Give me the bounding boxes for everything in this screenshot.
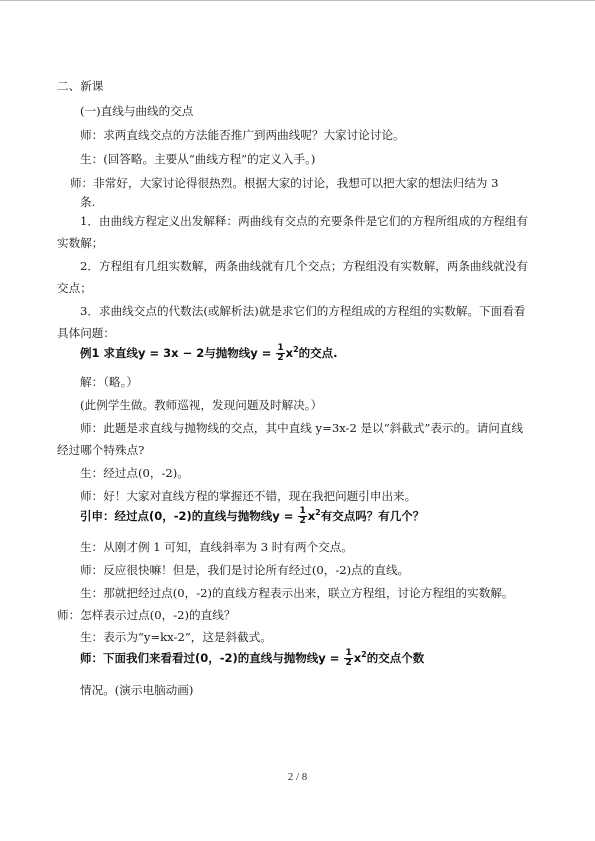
- subsection-heading: (一)直线与曲线的交点: [80, 104, 194, 118]
- paragraph-line: 情况。(演示电脑动画): [80, 683, 194, 697]
- eq-x: x: [353, 651, 362, 665]
- eq-y: y =: [250, 346, 272, 360]
- paragraph-line: 生：经过点(0，-2)。: [80, 466, 189, 480]
- example-1-equation: [80, 343, 338, 363]
- paragraph-line: 生：(回答略。主要从“曲线方程”的定义入手。): [80, 152, 316, 166]
- fraction-one-half: $\frac{1}{2}$: [345, 648, 352, 668]
- eq-line: y = 3x − 2: [138, 346, 205, 360]
- eq-y: y =: [272, 509, 294, 523]
- section-heading: 二、新课: [57, 79, 104, 93]
- extension-question-equation: [80, 506, 424, 526]
- teacher-question-equation: [80, 648, 424, 668]
- paragraph-line: 经过哪个特殊点?: [57, 443, 145, 457]
- eq-exponent: 2: [361, 650, 367, 660]
- eq-exponent: 2: [293, 345, 299, 355]
- paragraph-line: 师：怎样表示过点(0，-2)的直线？: [57, 608, 236, 622]
- eq-text: 有交点吗？有几个？: [320, 509, 425, 523]
- paragraph-line: 生：从刚才例 1 可知，直线斜率为 3 时有两个交点。: [80, 540, 353, 554]
- paragraph-line: 师：非常好，大家讨论得很热烈。根据大家的讨论，我想可以把大家的想法归结为 3: [70, 176, 499, 190]
- eq-x: x: [307, 509, 316, 523]
- paragraph-line: 生：表示为“y=kx-2”，这是斜截式。: [80, 630, 272, 644]
- eq-text: 引申：经过点(0，-2)的直线与抛物线: [80, 509, 273, 523]
- fraction-one-half: $\frac{1}{2}$: [299, 506, 306, 526]
- eq-text: 的交点个数: [366, 651, 425, 665]
- eq-y: y =: [318, 651, 340, 665]
- paragraph-line: 师：好！大家对直线方程的掌握还不错，现在我把问题引申出来。: [80, 489, 417, 503]
- eq-exponent: 2: [315, 508, 321, 518]
- paragraph-line: 交点；: [57, 281, 92, 295]
- paragraph-line: 2．方程组有几组实数解，两条曲线就有几个交点；方程组没有实数解，两条曲线就没有: [80, 259, 528, 273]
- page-number: 2 / 8: [287, 771, 308, 783]
- paragraph-line: 生：那就把经过点(0，-2)的直线方程表示出来，联立方程组，讨论方程组的实数解。: [80, 586, 514, 600]
- paragraph-line: 具体问题：: [57, 326, 115, 340]
- eq-x: x: [285, 346, 294, 360]
- page-top-border: [0, 0, 595, 1]
- paragraph-line: 3．求曲线交点的代数法(或解析法)就是求它们的方程组成的方程组的实数解。下面看看: [80, 304, 526, 318]
- paragraph-line: 解：（略。）: [80, 375, 138, 389]
- paragraph-line: 条.: [80, 195, 96, 209]
- paragraph-line: 实数解；: [57, 236, 104, 250]
- eq-text: 例1 求直线: [80, 346, 139, 360]
- eq-text: 的交点.: [298, 346, 338, 360]
- fraction-one-half: $\frac{1}{2}$: [277, 343, 284, 363]
- eq-text: 与抛物线: [204, 346, 251, 360]
- paragraph-line: (此例学生做。教师巡视，发现问题及时解决。）: [80, 398, 323, 412]
- eq-text: 师：下面我们来看看过(0，-2)的直线与抛物线: [80, 651, 319, 665]
- paragraph-line: 师：反应很快嘛！但是，我们是讨论所有经过(0，-2)点的直线。: [80, 563, 410, 577]
- paragraph-line: 师：求两直线交点的方法能否推广到两曲线呢？大家讨论讨论。: [80, 128, 405, 142]
- paragraph-line: 师：此题是求直线与抛物线的交点，其中直线 y=3x-2 是以“斜截式”表示的。请问直线: [80, 421, 524, 435]
- paragraph-line: 1．由曲线方程定义出发解释：两曲线有交点的充要条件是它们的方程所组成的方程组有: [80, 214, 528, 228]
